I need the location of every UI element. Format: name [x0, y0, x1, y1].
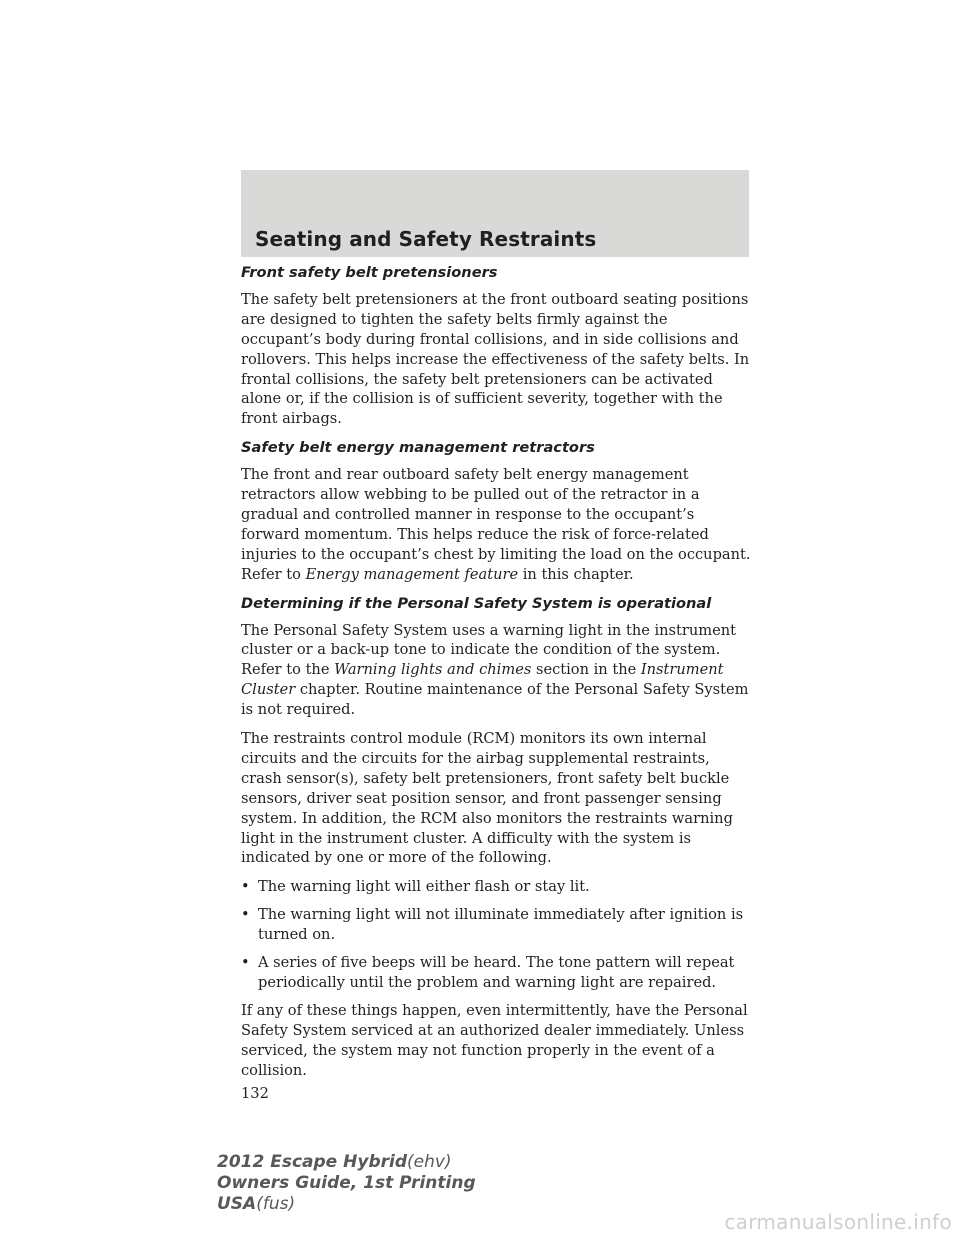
- retractors-text-2: in this chapter.: [518, 565, 634, 583]
- paragraph-pretensioners: The safety belt pretensioners at the front outboard seating positions are designed to tighten the safety belts firmly against the occupant’s body during frontal collisions, and in side collisions and rollovers. This helps increase the effectiveness of the safety belts. In frontal collisions, the safety belt pretensioners can be activated alone or, if the collision is of sufficient severity, together with the front airbags.: [241, 290, 750, 428]
- paragraph-retractors: [241, 465, 751, 584]
- reference-instrument-cluster: Instrument Cluster: [241, 661, 724, 699]
- paragraph-operational-3: If any of these things happen, even intermittently, have the Personal Safety System serviced at an authorized dealer immediately. Unless serviced, the system may not function properly in the event of a collision.: [241, 1001, 748, 1079]
- page-number: 132: [241, 1084, 269, 1102]
- watermark-text: carmanualsonline.info: [724, 1210, 952, 1234]
- page-content: [241, 263, 751, 1103]
- footer-market: USA: [217, 1194, 257, 1214]
- bullet-icon: •: [241, 954, 250, 972]
- footer-line-1: [217, 1152, 476, 1173]
- operational-text-c: chapter. Routine maintenance of the Personal Safety System is not required.: [241, 681, 749, 719]
- footer-market-code: (fus): [256, 1194, 296, 1214]
- reference-warning-lights: Warning lights and chimes: [334, 661, 532, 679]
- retractors-text-1: The front and rear outboard safety belt energy management retractors allow webbing to be pulled out of the retractor in a gradual and controlled manner in response to the occupant’s forward momentum. This helps reduce the risk of force-related injuries to the occupant’s chest by limiting the load on the occupant. Refer to: [241, 466, 751, 583]
- heading-operational: Determining if the Personal Safety System is operational: [241, 594, 712, 612]
- list-item-text: The warning light will either flash or stay lit.: [258, 878, 590, 896]
- bullet-icon: •: [241, 878, 250, 896]
- heading-pretensioners: Front safety belt pretensioners: [241, 264, 498, 281]
- footer-line-3: [217, 1194, 476, 1215]
- section-header-band: [241, 170, 749, 257]
- footer-model-code: (ehv): [407, 1152, 452, 1172]
- list-item-text: The warning light will not illuminate immediately after ignition is turned on.: [258, 906, 744, 944]
- list-item: [241, 877, 751, 897]
- footer-model: 2012 Escape Hybrid: [217, 1152, 407, 1172]
- operational-text-a: The Personal Safety System uses a warning light in the instrument cluster or a back-up tone to indicate the condition of the system. Refer to the: [241, 621, 737, 679]
- paragraph-operational-2: The restraints control module (RCM) monitors its own internal circuits and the circuits for the airbag supplemental restraints, crash sensor(s), safety belt pretensioners, front safety belt buckle sensors, driver seat position sensor, and front passenger sensing system. In addition, the RCM also monitors the restraints warning light in the instrument cluster. A difficulty with the system is indicated by one or more of the following.: [241, 730, 733, 867]
- paragraph-operational-1: [241, 621, 751, 721]
- print-footer: [217, 1152, 476, 1215]
- list-item: [241, 953, 751, 993]
- list-item: [241, 905, 751, 945]
- heading-retractors: Safety belt energy management retractors: [241, 439, 595, 457]
- list-item-text: A series of five beeps will be heard. The tone pattern will repeat periodically until the problem and warning light are repaired.: [258, 954, 735, 991]
- bullet-icon: •: [241, 906, 250, 924]
- footer-line-2: [217, 1173, 476, 1194]
- warning-list: [241, 877, 751, 993]
- footer-edition: Owners Guide, 1st Printing: [217, 1173, 476, 1193]
- reference-energy-management: Energy management feature: [305, 565, 519, 583]
- operational-text-b: section in the: [531, 661, 641, 679]
- section-title: Seating and Safety Restraints: [255, 227, 597, 251]
